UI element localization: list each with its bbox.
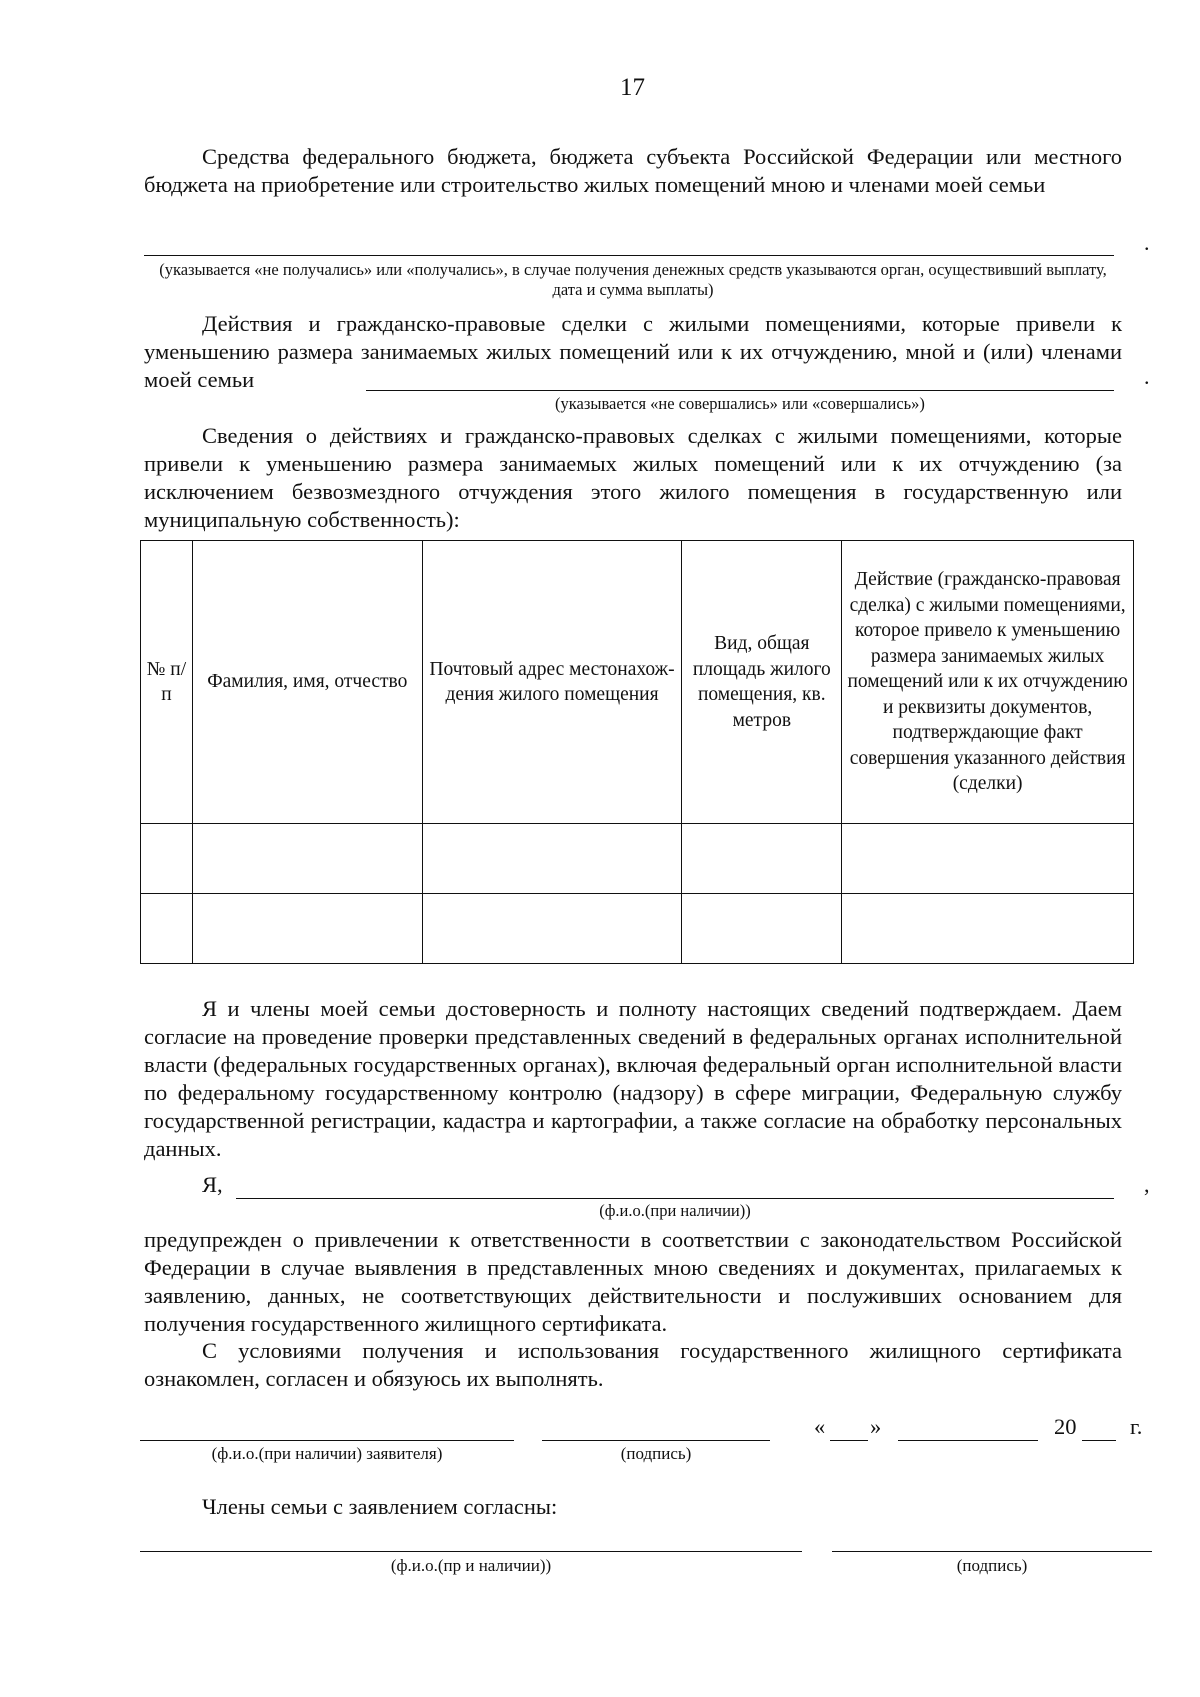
date-year-line[interactable] bbox=[1082, 1440, 1116, 1441]
year-suffix: г. bbox=[1130, 1414, 1143, 1439]
family-signature-caption: (подпись) bbox=[956, 1556, 1028, 1575]
budget-funds-caption: (указывается «не получались» или «получались», в случае получения денежных средств указываются орган, осуществивший выплату, дата и сумма выплаты) bbox=[159, 260, 1107, 299]
housing-transactions-caption: (указывается «не совершались» или «совершались») bbox=[555, 394, 925, 413]
family-name-line[interactable] bbox=[140, 1551, 802, 1552]
conditions-paragraph: С условиями получения и использования государственного жилищного сертификата ознакомлен, согласен и обязуюсь их выполнять. bbox=[144, 1338, 1122, 1391]
table-cell[interactable] bbox=[682, 894, 842, 964]
budget-funds-line-end: . bbox=[1144, 230, 1150, 255]
header-action: Действие (гражданско-правовая сделка) с жилыми помещениями, которое привело к уменьшению размера занимаемых жилых помещений или к их отчуждению и реквизиты документов, подтверждающие факт совершения указанного действия (сделки) bbox=[842, 541, 1134, 824]
declaration-line-end: , bbox=[1144, 1172, 1150, 1197]
date-close-quote: » bbox=[870, 1414, 882, 1439]
date-open-quote: « bbox=[814, 1414, 826, 1439]
table-cell[interactable] bbox=[682, 824, 842, 894]
header-address: Почтовый адрес местонахож-дения жилого помещения bbox=[422, 541, 682, 824]
transactions-table bbox=[140, 540, 1134, 964]
declaration-prefix: Я, bbox=[202, 1172, 223, 1197]
table-cell[interactable] bbox=[141, 824, 193, 894]
table-cell[interactable] bbox=[192, 894, 422, 964]
applicant-signature-line[interactable] bbox=[542, 1440, 770, 1441]
budget-funds-paragraph: Средства федерального бюджета, бюджета субъекта Российской Федерации или местного бюджета на приобретение или строительство жилых помещений мною и членами моей семьи bbox=[144, 144, 1122, 197]
year-prefix: 20 bbox=[1054, 1414, 1077, 1439]
table-header-row bbox=[141, 541, 1134, 824]
declaration-caption: (ф.и.о.(при наличии)) bbox=[599, 1201, 751, 1220]
table-cell[interactable] bbox=[141, 894, 193, 964]
table-cell[interactable] bbox=[192, 824, 422, 894]
table-row bbox=[141, 894, 1134, 964]
family-consent-title: Члены семьи с заявлением согласны: bbox=[202, 1494, 558, 1519]
budget-funds-answer-line[interactable] bbox=[144, 255, 1114, 256]
transactions-info-paragraph: Сведения о действиях и гражданско-правовых сделках с жилыми помещениями, которые привели к уменьшению размера занимаемых жилых помещений или к их отчуждению (за исключением безвозмездного отчуждения этого жилого помещения в государственную или муниципальную собственность): bbox=[144, 423, 1122, 532]
table-cell[interactable] bbox=[422, 824, 682, 894]
declaration-name-line[interactable] bbox=[236, 1198, 1114, 1199]
housing-transactions-paragraph: Действия и гражданско-правовые сделки с жилыми помещениями, которые привели к уменьшению размера занимаемых жилых помещений или к их отчуждению, мной и (или) членами моей семьи bbox=[144, 311, 1122, 392]
applicant-name-line[interactable] bbox=[140, 1440, 514, 1441]
housing-transactions-line-end: . bbox=[1144, 364, 1150, 389]
page-number: 17 bbox=[620, 74, 645, 101]
liability-paragraph: предупрежден о привлечении к ответственности в соответствии с законодательством Российской Федерации в случае выявления в представленных мною сведениях и документах, прилагаемых к заявлению, данных, не соответствующих действительности и послуживших основанием для получения государственного жилищного сертификата. bbox=[144, 1227, 1122, 1336]
family-name-caption: (ф.и.о.(пр и наличии)) bbox=[390, 1556, 552, 1575]
table-cell[interactable] bbox=[842, 894, 1134, 964]
date-day-line[interactable] bbox=[830, 1440, 868, 1441]
table-row bbox=[141, 824, 1134, 894]
table-cell[interactable] bbox=[842, 824, 1134, 894]
housing-transactions-answer-line[interactable] bbox=[366, 390, 1114, 391]
header-full-name: Фамилия, имя, отчество bbox=[192, 541, 422, 824]
header-number: № п/п bbox=[141, 541, 193, 824]
family-signature-line[interactable] bbox=[832, 1551, 1152, 1552]
header-area: Вид, общая площадь жилого помещения, кв. метров bbox=[682, 541, 842, 824]
table-cell[interactable] bbox=[422, 894, 682, 964]
date-month-line[interactable] bbox=[898, 1440, 1038, 1441]
consent-paragraph: Я и члены моей семьи достоверность и полноту настоящих сведений подтверждаем. Даем согласие на проведение проверки представленных сведений в федеральных органах исполнительной власти (федеральных государственных органах), включая федеральный орган исполнительной власти по федеральному государственному контролю (надзору) в сфере миграции, Федеральную службу государственной регистрации, кадастра и картографии, а также согласие на обработку персональных данных. bbox=[144, 996, 1122, 1161]
applicant-signature-caption: (подпись) bbox=[620, 1444, 692, 1463]
applicant-name-caption: (ф.и.о.(при наличии) заявителя) bbox=[211, 1444, 443, 1463]
